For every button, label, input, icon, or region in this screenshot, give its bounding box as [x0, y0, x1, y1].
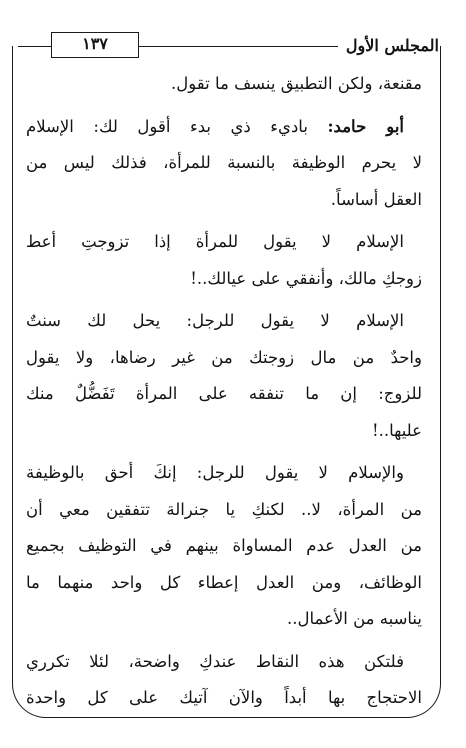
page-body [26, 66, 422, 726]
text-line: واحدٌ من مال زوجتك من غير رضاها، ولا يقول [26, 347, 422, 367]
text-line: من المرأة، لا.. لكنكِ يا جنرالة تتفقين معي أن [26, 499, 422, 519]
chapter-title: المجلس الأول [338, 33, 439, 59]
text-line: يناسبه من الأعمال.. [286, 609, 422, 628]
text-line: الوظائف، ومن العدل إعطاء كل واحد منهما ما [26, 572, 422, 592]
text-line: للزوج: إن ما تنفقه على المرأة تَفَضُّلٌ منك [26, 384, 422, 403]
text-line: فلتكن هذه النقاط عندكِ واضحة، لئلا تكرري [26, 651, 404, 671]
paragraph-4 [26, 303, 422, 449]
speaker-text: باديء ذي بدء أقول لك: الإسلام [26, 116, 308, 136]
text-line: والإسلام لا يقول للرجل: إنكَ أحق بالوظيفة [26, 463, 404, 482]
page-number: ١٣٧ [51, 32, 139, 58]
text-line: عليها..! [371, 420, 422, 440]
text-line: من العدل عدم المساواة بينهم في التوظيف بجميع [26, 536, 422, 555]
text-line: الإسلام لا يقول للرجل: يحل لك سنتٌ [26, 311, 404, 330]
text-line: لا يحرم الوظيفة بالنسبة للمرأة، فذلك ليس من [26, 153, 422, 172]
text-line: الإسلام لا يقول للمرأة إذا تزوجتِ أعط [26, 232, 404, 251]
paragraph-6 [26, 644, 422, 717]
text-line: الاحتجاج بها أبداً والآن آتيك على كل واحدة [26, 688, 422, 707]
paragraph-2 [26, 109, 422, 219]
paragraph-5 [26, 455, 422, 638]
speaker-name: أبو حامد: [327, 116, 404, 136]
text-line: العقل أساساً. [330, 189, 422, 209]
paragraph-3 [26, 224, 422, 297]
text-line: مقنعة، ولكن التطبيق ينسف ما تقول. [171, 74, 422, 93]
text-line [26, 109, 422, 146]
text-line: زوجكِ مالك، وأنفقي على عيالك..! [190, 268, 422, 288]
paragraph-1 [26, 66, 422, 103]
